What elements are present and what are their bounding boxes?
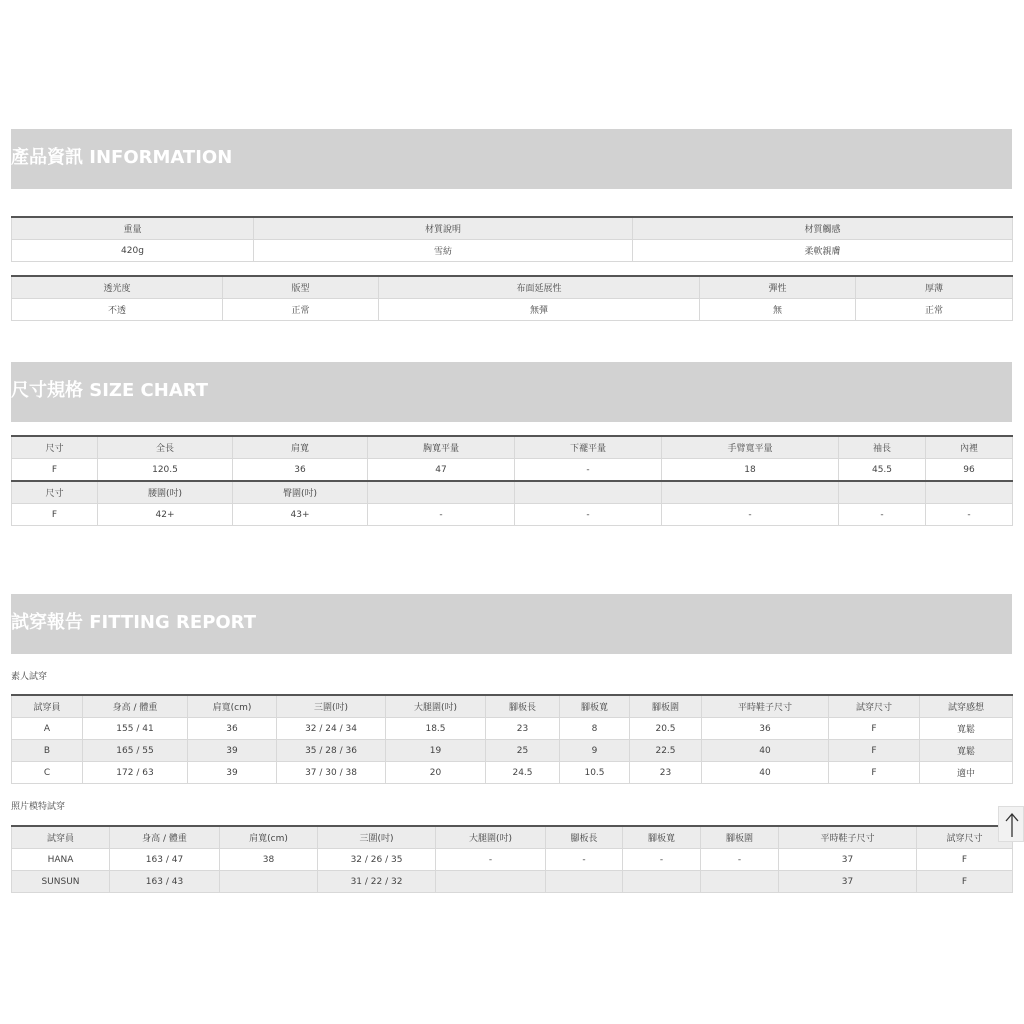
- table-cell: 18.5: [386, 718, 486, 740]
- table-cell: F: [12, 504, 98, 526]
- table-cell: 172 / 63: [83, 762, 188, 784]
- table-header-cell: 身高 / 體重: [110, 826, 220, 849]
- table-header-cell: 腳板寬: [560, 695, 630, 718]
- table-header-cell: 彈性: [700, 276, 856, 299]
- table-header-cell: 三圍(吋): [318, 826, 436, 849]
- table-header-cell: 版型: [223, 276, 379, 299]
- table-header-cell: 腳板圍: [701, 826, 779, 849]
- table-cell: 165 / 55: [83, 740, 188, 762]
- table-cell: 120.5: [98, 459, 233, 482]
- table-header-cell: 下襬平量: [515, 436, 662, 459]
- info-table-2-header: [12, 276, 1013, 299]
- table-header-cell: 試穿感想: [920, 695, 1013, 718]
- table-cell: 8: [560, 718, 630, 740]
- table-cell: 23: [486, 718, 560, 740]
- amateur-fitting-label: 素人試穿: [11, 672, 48, 682]
- table-cell: 23: [630, 762, 702, 784]
- table-cell: [220, 871, 318, 893]
- table-header-cell: 透光度: [12, 276, 223, 299]
- table-cell: 37: [779, 871, 917, 893]
- info-table-2: [11, 275, 1013, 321]
- table-row: [12, 504, 1013, 526]
- table-cell: -: [662, 504, 839, 526]
- table-header-cell: 手臂寬平量: [662, 436, 839, 459]
- size-header-row: [12, 481, 1013, 504]
- table-cell: [623, 871, 701, 893]
- table-cell: 45.5: [839, 459, 926, 482]
- table-header-cell: 材質說明: [254, 217, 633, 240]
- table-cell: 適中: [920, 762, 1013, 784]
- table-cell: F: [829, 762, 920, 784]
- table-cell: 38: [220, 849, 318, 871]
- table-cell: [436, 871, 546, 893]
- table-cell: 35 / 28 / 36: [277, 740, 386, 762]
- model-fitting-table: [11, 825, 1013, 893]
- table-cell: 19: [386, 740, 486, 762]
- table-cell: 39: [188, 740, 277, 762]
- table-cell: -: [368, 504, 515, 526]
- table-cell: 25: [486, 740, 560, 762]
- table-cell: F: [917, 849, 1013, 871]
- table-header-cell: 重量: [12, 217, 254, 240]
- table-cell: 24.5: [486, 762, 560, 784]
- table-cell: 寬鬆: [920, 740, 1013, 762]
- model-fitting-label: 照片模特試穿: [11, 802, 66, 812]
- table-row: [12, 459, 1013, 482]
- table-header-cell: 全長: [98, 436, 233, 459]
- table-cell: -: [515, 504, 662, 526]
- table-cell: 36: [188, 718, 277, 740]
- table-cell: 32 / 26 / 35: [318, 849, 436, 871]
- table-cell: 無彈: [379, 299, 700, 321]
- amateur-fitting-table: [11, 694, 1013, 784]
- fitting-section-title: 試穿報告 FITTING REPORT: [11, 594, 1012, 654]
- table-row: [12, 871, 1013, 893]
- table-header-cell: 平時鞋子尺寸: [702, 695, 829, 718]
- table-cell: 32 / 24 / 34: [277, 718, 386, 740]
- table-cell: F: [829, 718, 920, 740]
- table-row: [12, 240, 1013, 262]
- table-cell: -: [436, 849, 546, 871]
- table-cell: 43+: [233, 504, 368, 526]
- table-row: [12, 718, 1013, 740]
- table-header-cell: 試穿尺寸: [917, 826, 1013, 849]
- table-header-cell: 厚薄: [856, 276, 1013, 299]
- fitting-header-row: [12, 695, 1013, 718]
- table-header-cell: [515, 481, 662, 504]
- table-cell: [546, 871, 623, 893]
- table-row: [12, 762, 1013, 784]
- table-header-cell: 試穿員: [12, 826, 110, 849]
- table-cell: -: [839, 504, 926, 526]
- table-header-cell: 材質觸感: [633, 217, 1013, 240]
- table-header-cell: [662, 481, 839, 504]
- table-cell: 47: [368, 459, 515, 482]
- table-header-cell: 三圍(吋): [277, 695, 386, 718]
- size-section-title: 尺寸規格 SIZE CHART: [11, 362, 1012, 422]
- table-header-cell: 內裡: [926, 436, 1013, 459]
- table-header-cell: 腳板長: [486, 695, 560, 718]
- table-header-cell: [368, 481, 515, 504]
- table-row: [12, 740, 1013, 762]
- table-row: [12, 299, 1013, 321]
- table-cell: 42+: [98, 504, 233, 526]
- table-cell: F: [917, 871, 1013, 893]
- table-cell: 10.5: [560, 762, 630, 784]
- table-cell: 柔軟親膚: [633, 240, 1013, 262]
- table-header-cell: 臀圍(吋): [233, 481, 368, 504]
- arrow-up-icon: [1004, 812, 1020, 838]
- table-header-cell: 身高 / 體重: [83, 695, 188, 718]
- table-header-cell: 肩寬(cm): [220, 826, 318, 849]
- table-cell: [701, 871, 779, 893]
- table-header-cell: 腳板圍: [630, 695, 702, 718]
- table-header-cell: 胸寬平量: [368, 436, 515, 459]
- table-cell: 40: [702, 762, 829, 784]
- table-cell: 163 / 43: [110, 871, 220, 893]
- table-cell: -: [623, 849, 701, 871]
- table-header-cell: 試穿員: [12, 695, 83, 718]
- table-cell: 39: [188, 762, 277, 784]
- table-cell: 420g: [12, 240, 254, 262]
- table-header-cell: 肩寬: [233, 436, 368, 459]
- table-header-cell: 腳板長: [546, 826, 623, 849]
- table-cell: -: [701, 849, 779, 871]
- table-header-cell: 大腿圍(吋): [386, 695, 486, 718]
- table-cell: 155 / 41: [83, 718, 188, 740]
- table-header-cell: 肩寬(cm): [188, 695, 277, 718]
- table-cell: -: [546, 849, 623, 871]
- table-cell: A: [12, 718, 83, 740]
- info-table-1-header: [12, 217, 1013, 240]
- table-row: [12, 849, 1013, 871]
- table-cell: B: [12, 740, 83, 762]
- table-cell: F: [12, 459, 98, 482]
- table-cell: HANA: [12, 849, 110, 871]
- table-header-cell: 腳板寬: [623, 826, 701, 849]
- table-cell: SUNSUN: [12, 871, 110, 893]
- table-cell: 36: [702, 718, 829, 740]
- table-cell: -: [515, 459, 662, 482]
- table-cell: 37 / 30 / 38: [277, 762, 386, 784]
- table-cell: 18: [662, 459, 839, 482]
- table-cell: 20: [386, 762, 486, 784]
- fitting-header-row: [12, 826, 1013, 849]
- table-header-cell: 腰圍(吋): [98, 481, 233, 504]
- table-cell: -: [926, 504, 1013, 526]
- table-cell: C: [12, 762, 83, 784]
- table-header-cell: [839, 481, 926, 504]
- table-header-cell: 袖長: [839, 436, 926, 459]
- table-cell: 無: [700, 299, 856, 321]
- table-cell: 寬鬆: [920, 718, 1013, 740]
- back-to-top-button[interactable]: [998, 806, 1024, 842]
- table-cell: 不透: [12, 299, 223, 321]
- table-cell: 37: [779, 849, 917, 871]
- table-cell: 36: [233, 459, 368, 482]
- table-cell: 96: [926, 459, 1013, 482]
- table-header-cell: 平時鞋子尺寸: [779, 826, 917, 849]
- table-cell: 雪紡: [254, 240, 633, 262]
- info-table-1: [11, 216, 1013, 262]
- table-cell: 20.5: [630, 718, 702, 740]
- table-cell: 22.5: [630, 740, 702, 762]
- table-header-cell: 布面延展性: [379, 276, 700, 299]
- info-section-title: 產品資訊 INFORMATION: [11, 129, 1012, 189]
- table-header-cell: 尺寸: [12, 481, 98, 504]
- table-cell: F: [829, 740, 920, 762]
- table-cell: 9: [560, 740, 630, 762]
- table-cell: 正常: [856, 299, 1013, 321]
- size-chart-table: [11, 435, 1013, 526]
- table-cell: 31 / 22 / 32: [318, 871, 436, 893]
- table-header-cell: 試穿尺寸: [829, 695, 920, 718]
- size-header-row: [12, 436, 1013, 459]
- table-header-cell: 大腿圍(吋): [436, 826, 546, 849]
- table-cell: 正常: [223, 299, 379, 321]
- table-header-cell: 尺寸: [12, 436, 98, 459]
- table-header-cell: [926, 481, 1013, 504]
- table-cell: 163 / 47: [110, 849, 220, 871]
- table-cell: 40: [702, 740, 829, 762]
